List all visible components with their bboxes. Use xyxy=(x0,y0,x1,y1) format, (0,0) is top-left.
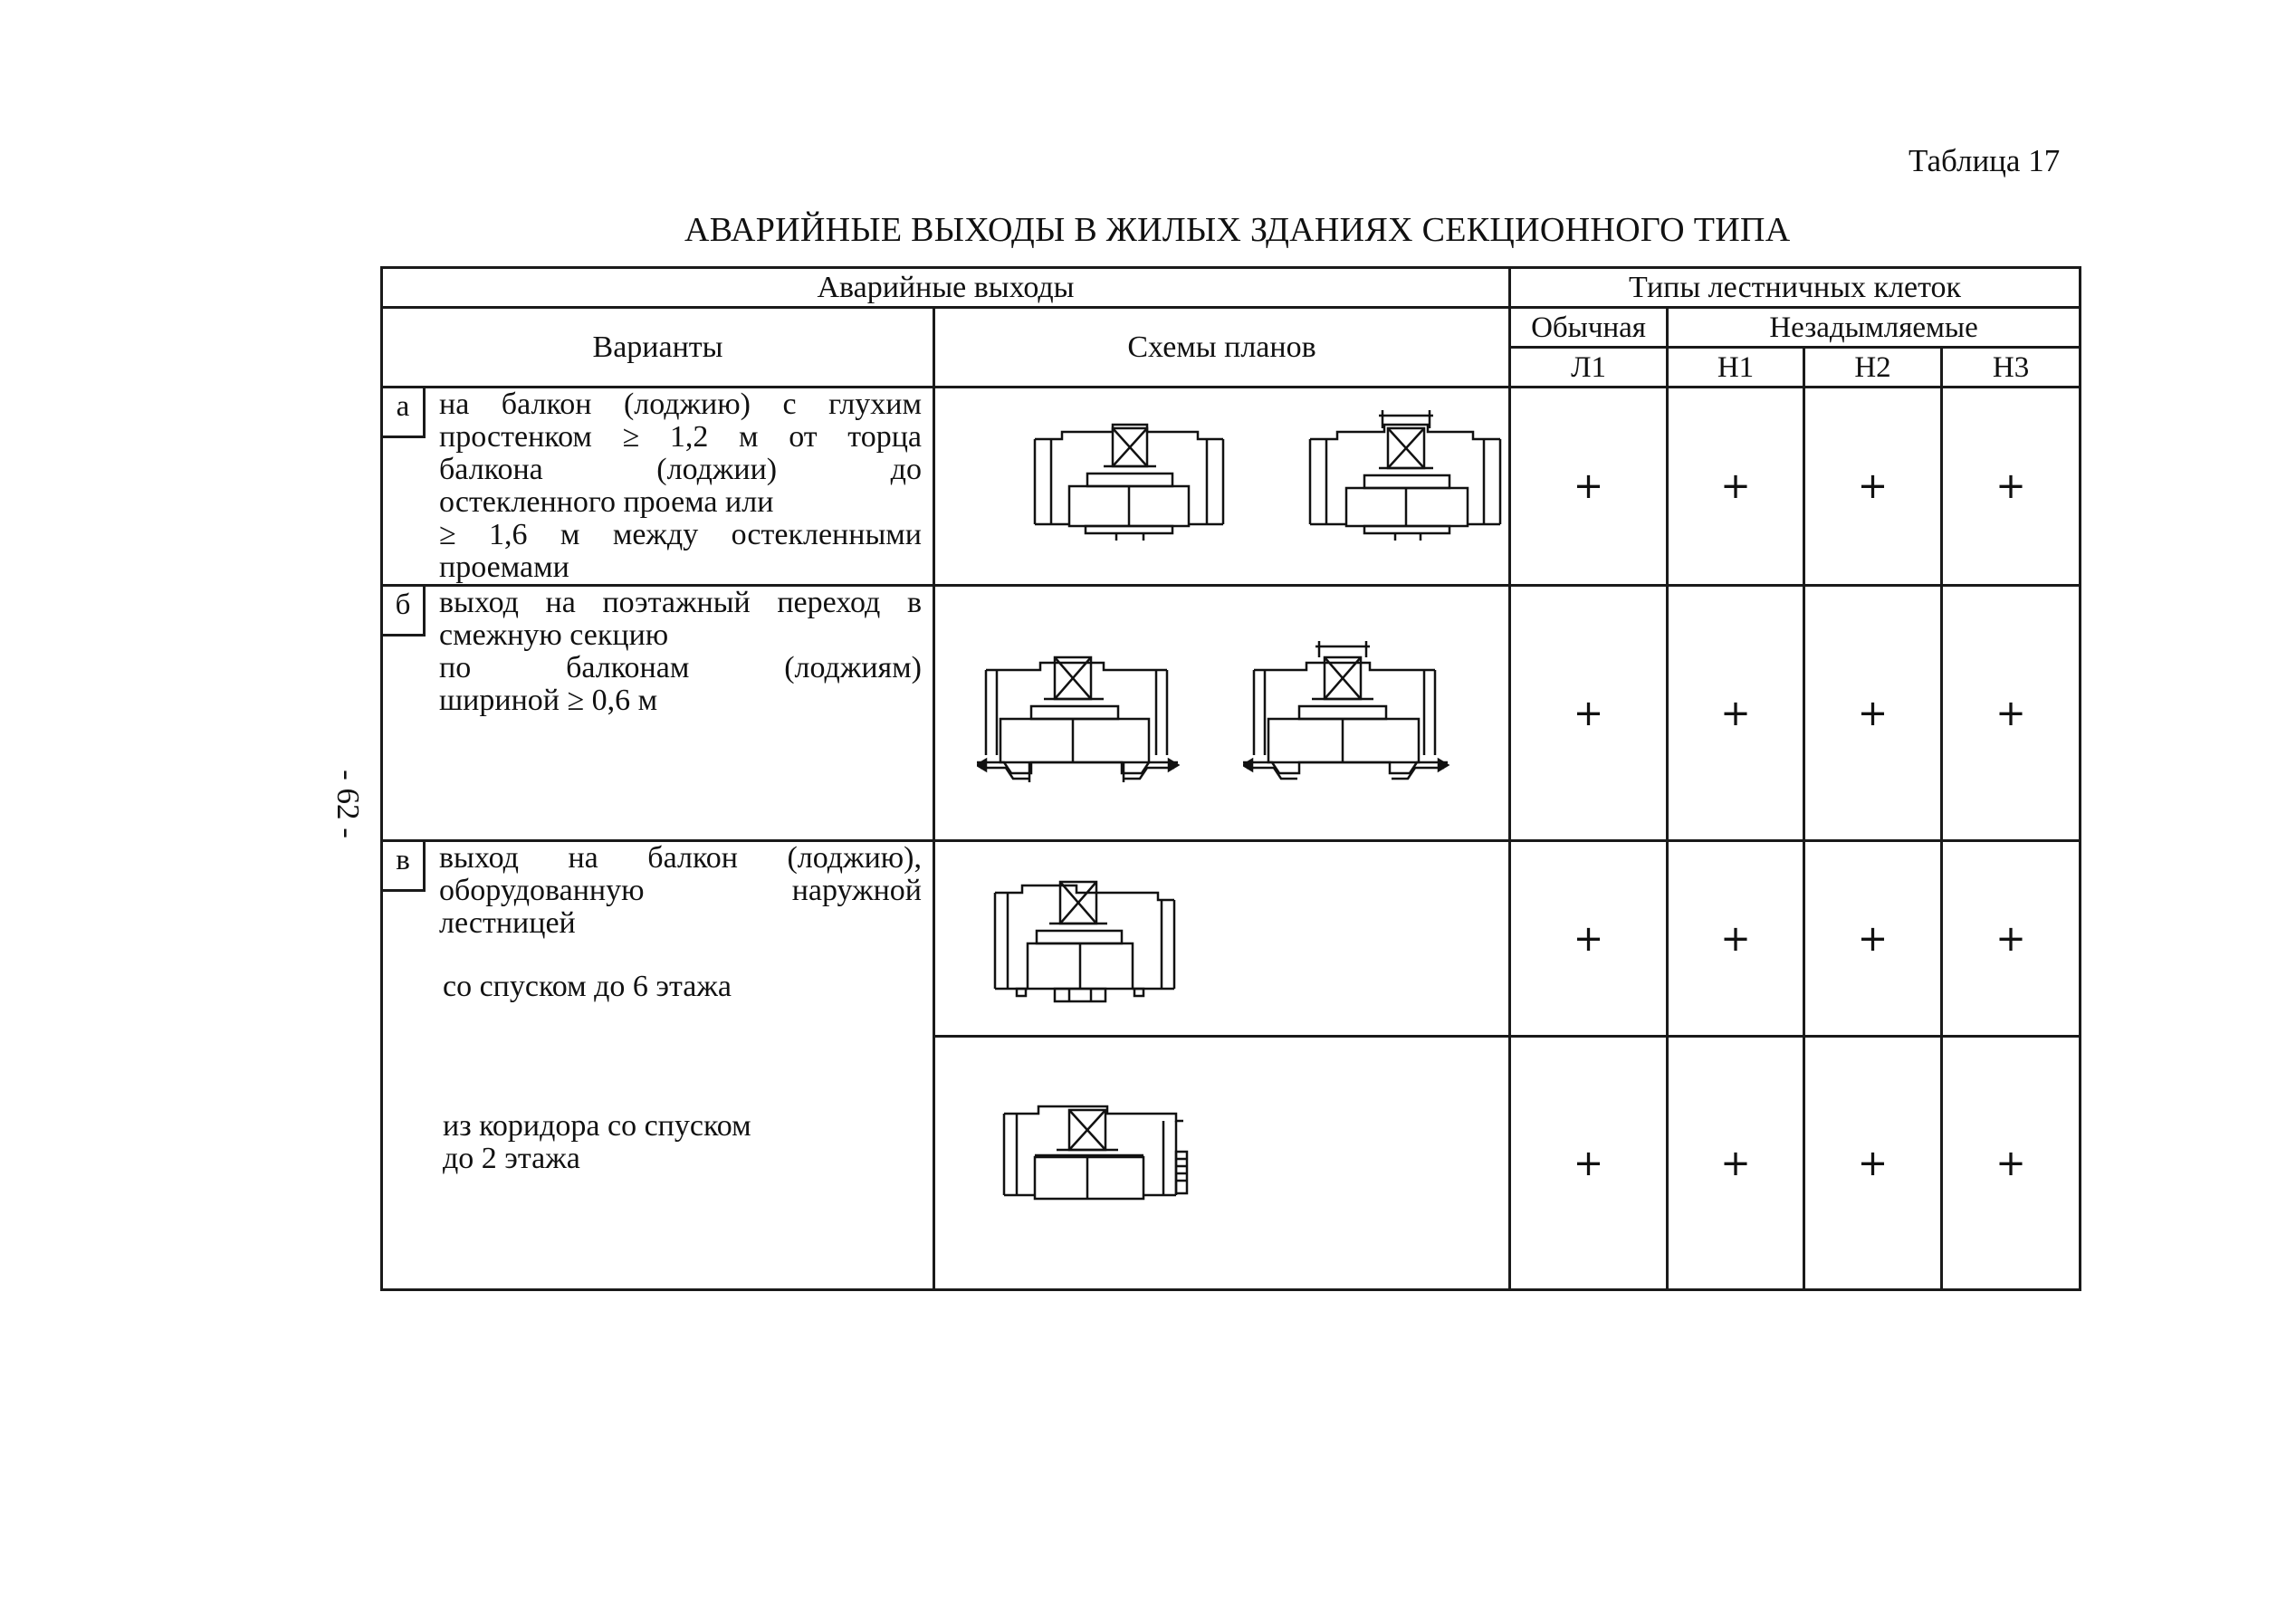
mark-n1: + xyxy=(1668,1037,1804,1290)
text-line: по балконам (лоджиям) xyxy=(439,651,922,684)
header-variants: Варианты xyxy=(382,308,934,388)
emergency-exits-table xyxy=(380,266,2081,1291)
table-number: Таблица 17 xyxy=(1909,143,2061,178)
page-number: - 62 - xyxy=(330,770,366,838)
floor-plan-drawing xyxy=(977,646,1203,800)
mark-n3: + xyxy=(1942,388,2081,586)
header-n3: Н3 xyxy=(1942,348,2081,388)
variant-letter: в xyxy=(383,842,426,892)
floor-plan-drawing xyxy=(1243,637,1469,800)
variant-v-text xyxy=(439,842,922,940)
variant-letter: а xyxy=(383,388,426,438)
table-row xyxy=(382,388,2081,586)
text-line: шириной ≥ 0,6 м xyxy=(439,684,658,717)
text-line: оборудованную наружной xyxy=(439,874,922,907)
text-line: выход на поэтажный переход в xyxy=(439,586,922,619)
text-line: простенком ≥ 1,2 м от торца xyxy=(439,420,922,454)
mark-n3: + xyxy=(1942,1037,2081,1290)
variant-letter: б xyxy=(383,587,426,636)
mark-n3: + xyxy=(1942,586,2081,841)
variant-v-sub2 xyxy=(443,1110,933,1175)
variant-a-cell xyxy=(382,388,934,586)
header-stair-types: Типы лестничных клеток xyxy=(1510,268,2081,308)
text-line: остекленного проема или xyxy=(439,485,774,519)
text-line: лестницей xyxy=(439,906,576,940)
header-n1: Н1 xyxy=(1668,348,1804,388)
text-line: из коридора со спуском xyxy=(443,1109,751,1143)
variant-a-text xyxy=(439,388,922,584)
text-line: до 2 этажа xyxy=(443,1142,580,1175)
floor-plan-drawing xyxy=(1301,403,1518,548)
table-row xyxy=(382,841,2081,1037)
text-line: выход на балкон (лоджию), xyxy=(439,841,922,875)
mark-l1: + xyxy=(1510,841,1668,1037)
mark-n3: + xyxy=(1942,841,2081,1037)
document-title: АВАРИЙНЫЕ ВЫХОДЫ В ЖИЛЫХ ЗДАНИЯХ СЕКЦИОННОГО ТИПА xyxy=(684,211,1791,249)
mark-n1: + xyxy=(1668,841,1804,1037)
header-smokeproof: Незадымляемые xyxy=(1668,308,2081,348)
scheme-cell-v1 xyxy=(934,841,1510,1037)
table-row xyxy=(382,586,2081,841)
mark-n1: + xyxy=(1668,586,1804,841)
text-line: на балкон (лоджию) с глухим xyxy=(439,388,922,421)
variant-b-text xyxy=(439,587,922,717)
text-line: проемами xyxy=(439,550,569,584)
variant-v-sub1: со спуском до 6 этажа xyxy=(443,970,732,1003)
mark-l1: + xyxy=(1510,586,1668,841)
header-emergency-exits: Аварийные выходы xyxy=(382,268,1510,308)
floor-plan-drawing xyxy=(999,1101,1216,1219)
header-l1: Л1 xyxy=(1510,348,1668,388)
mark-n1: + xyxy=(1668,388,1804,586)
header-schemes: Схемы планов xyxy=(934,308,1510,388)
header-ordinary: Обычная xyxy=(1510,308,1668,348)
text-line: ≥ 1,6 м между остекленными xyxy=(439,518,922,551)
scheme-cell-b xyxy=(934,586,1510,841)
floor-plan-drawing xyxy=(1026,408,1243,544)
mark-n2: + xyxy=(1804,1037,1942,1290)
variant-v-cell xyxy=(382,841,934,1290)
mark-n2: + xyxy=(1804,841,1942,1037)
mark-n2: + xyxy=(1804,388,1942,586)
variant-b-cell xyxy=(382,586,934,841)
text-line: смежную секцию xyxy=(439,618,669,652)
mark-l1: + xyxy=(1510,388,1668,586)
header-n2: Н2 xyxy=(1804,348,1942,388)
mark-l1: + xyxy=(1510,1037,1668,1290)
scheme-cell-v2 xyxy=(934,1037,1510,1290)
mark-n2: + xyxy=(1804,586,1942,841)
text-line: балкона (лоджии) до xyxy=(439,453,922,486)
floor-plan-drawing xyxy=(986,869,1203,1014)
scheme-cell-a xyxy=(934,388,1510,586)
